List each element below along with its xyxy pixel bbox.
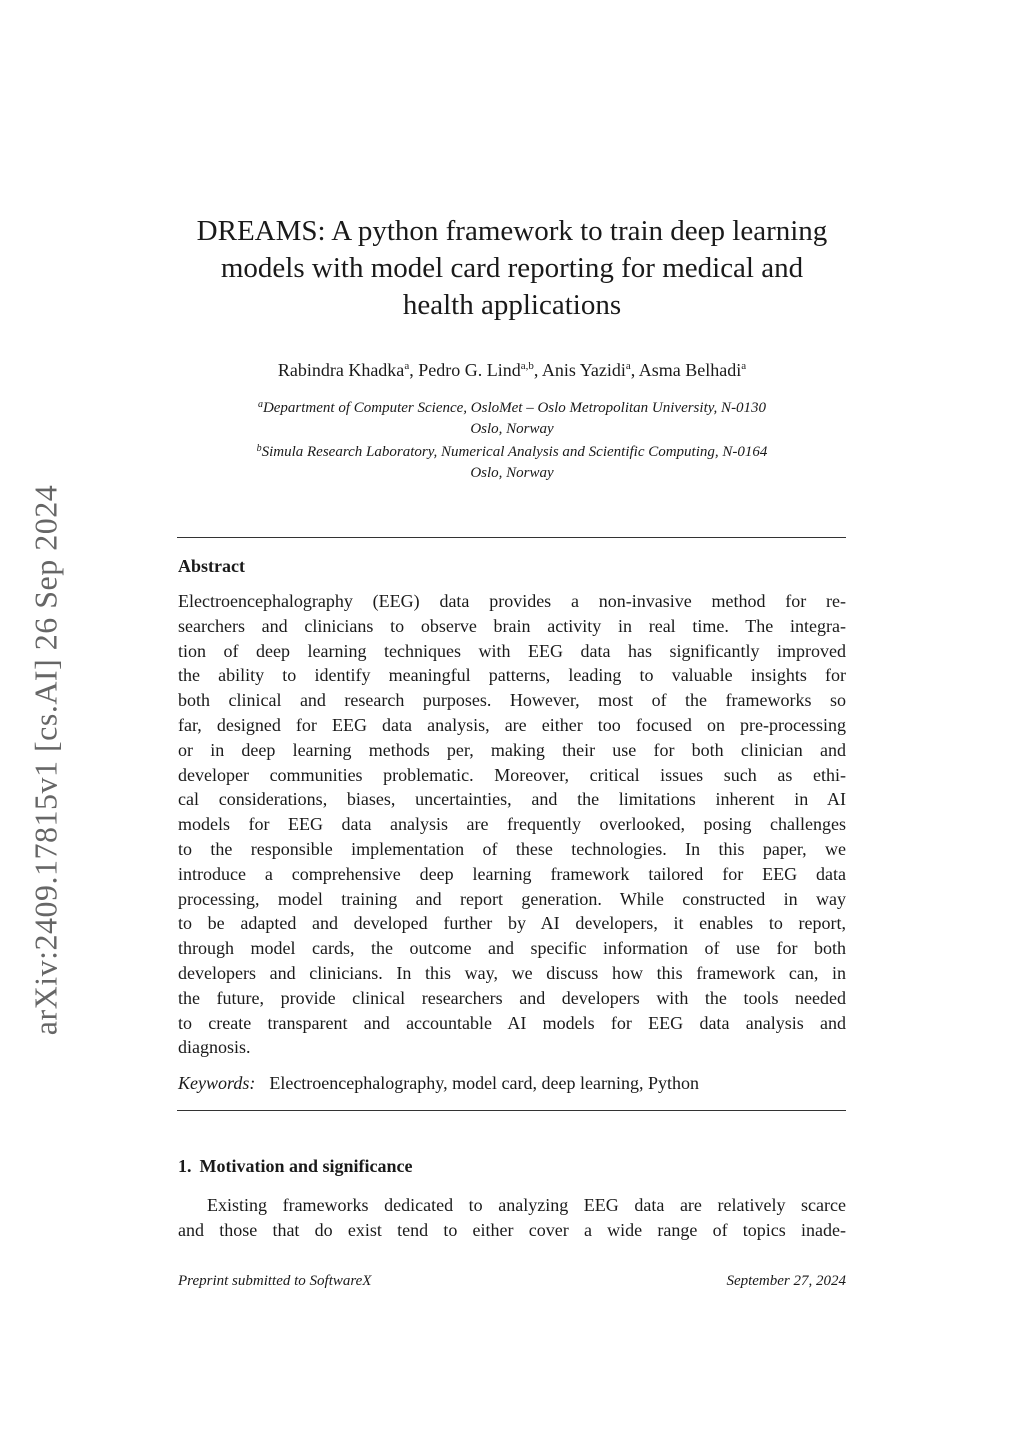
abstract-body — [178, 589, 846, 1060]
affiliation-b — [170, 439, 854, 463]
abstract-line: far, designed for EEG data analysis, are either too focused on pre-processing — [178, 714, 846, 735]
paper-title — [170, 213, 854, 324]
abstract-line: developers and clinicians. In this way, we discuss how this framework can, in — [178, 962, 846, 983]
affiliation-a-city: Oslo, Norway — [470, 420, 554, 437]
keywords-label: Keywords: — [178, 1073, 256, 1093]
abstract-top-rule — [177, 537, 846, 538]
author-list — [170, 354, 854, 382]
author-affil-mark: a — [404, 360, 410, 372]
abstract-bottom-rule — [177, 1110, 846, 1111]
author-separator: , — [409, 360, 419, 380]
abstract-line: models for EEG data analysis are frequently overlooked, posing challenges — [178, 814, 846, 835]
affiliation-a — [170, 395, 854, 419]
affiliation-text: Department of Computer Science, OsloMet – Oslo Metropolitan University, N-0130 — [262, 400, 767, 416]
abstract-line: diagnosis. — [178, 1037, 251, 1058]
footer-preprint-note: Preprint submitted to SoftwareX — [178, 1273, 372, 1289]
author-affil-mark: a — [741, 360, 747, 372]
abstract-line: processing, model training and report generation. While constructed in way — [178, 888, 846, 909]
title-line: models with model card reporting for medical and — [220, 252, 804, 284]
author-affil-mark: a — [625, 360, 631, 372]
abstract-line: cal considerations, biases, uncertainties, and the limitations inherent in AI — [178, 789, 846, 810]
abstract-line: Electroencephalography (EEG) data provides a non-invasive method for re- — [178, 591, 846, 611]
arxiv-identifier: arXiv:2409.17815v1 [cs.AI] 26 Sep 2024 — [27, 484, 64, 1036]
abstract-line: tion of deep learning techniques with EEG data has significantly improved — [178, 640, 846, 661]
abstract-heading: Abstract — [178, 556, 245, 576]
abstract-line: searchers and clinicians to observe brain activity in real time. The integra- — [178, 615, 846, 636]
author-affil-mark: a,b — [520, 360, 534, 372]
abstract-line: to be adapted and developed further by AI developers, it enables to report, — [178, 913, 846, 934]
author-name: Asma Belhadi — [638, 360, 742, 380]
abstract-line: or in deep learning methods per, making their use for both clinician and — [178, 739, 846, 760]
abstract-line: the future, provide clinical researchers and developers with the tools needed — [178, 987, 846, 1008]
abstract-line: both clinical and research purposes. However, most of the frameworks so — [178, 690, 846, 711]
body-line: Existing frameworks dedicated to analyzing EEG data are relatively scarce — [207, 1195, 846, 1215]
abstract-line: through model cards, the outcome and specific information of use for both — [178, 938, 846, 959]
abstract-line: the ability to identify meaningful patterns, leading to valuable insights for — [178, 665, 846, 686]
abstract-line: introduce a comprehensive deep learning framework tailored for EEG data — [178, 863, 846, 884]
section-title: Motivation and significance — [199, 1156, 413, 1176]
keywords-text: Electroencephalography, model card, deep learning, Python — [269, 1073, 699, 1093]
section-number: 1. — [178, 1156, 192, 1176]
keywords — [178, 1071, 846, 1095]
author-name: Pedro G. Lind — [418, 360, 521, 380]
abstract-line: developer communities problematic. Moreover, critical issues such as ethi- — [178, 764, 846, 785]
affiliation-text: Simula Research Laboratory, Numerical Analysis and Scientific Computing, N-0164 — [261, 444, 768, 460]
affiliation-mark: b — [256, 443, 262, 454]
title-line: health applications — [402, 289, 622, 321]
author-name: Anis Yazidi — [541, 360, 626, 380]
author-separator: , — [533, 360, 542, 380]
abstract-line: to create transparent and accountable AI models for EEG data analysis and — [178, 1012, 846, 1033]
section-body — [178, 1193, 846, 1243]
author-separator: , — [630, 360, 639, 380]
author-name: Rabindra Khadka — [277, 360, 405, 380]
section-heading — [178, 1154, 413, 1178]
body-line: and those that do exist tend to either cover a wide range of topics inade- — [178, 1219, 846, 1240]
title-line: DREAMS: A python framework to train deep learning — [196, 215, 828, 247]
affiliation-mark: a — [257, 399, 263, 410]
abstract-line: to the responsible implementation of these technologies. In this paper, we — [178, 838, 846, 859]
affiliation-b-city: Oslo, Norway — [470, 464, 554, 481]
affiliation-list — [170, 395, 854, 483]
footer-date: September 27, 2024 — [726, 1273, 846, 1289]
